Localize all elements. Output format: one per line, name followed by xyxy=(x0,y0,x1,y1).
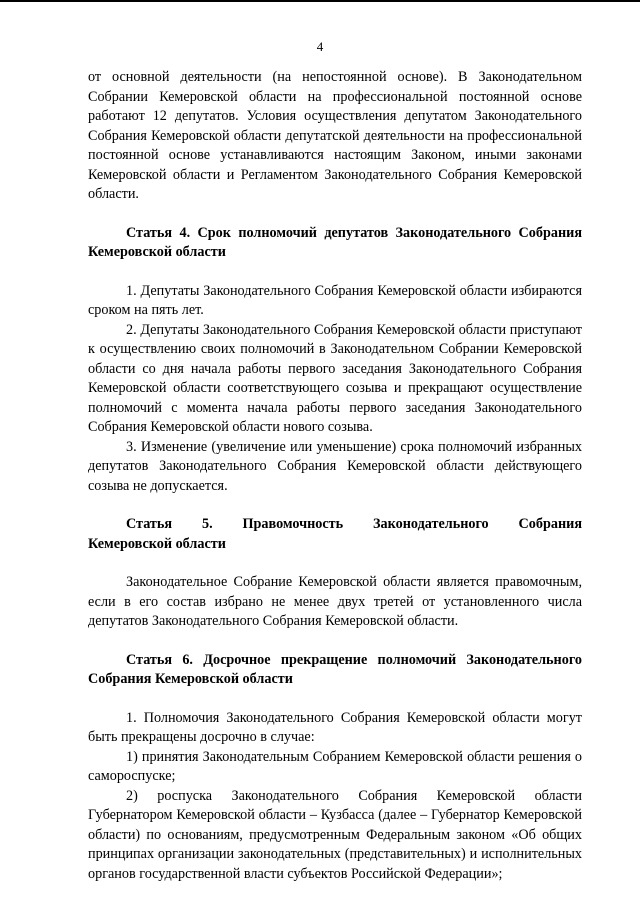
document-body xyxy=(88,68,582,884)
article-4-item-1: 1. Депутаты Законодательного Собрания Кемеровской области избираются сроком на пять лет. xyxy=(88,282,582,318)
article-6-heading xyxy=(88,651,582,690)
article-6-subitem-2: 2) роспуска Законодательного Собрания Кемеровской области Губернатором Кемеровской области – Кузбасса (далее – Губернатор Кемеровской области) по основаниям, предусмотренным Федеральным законом «Об общих принципах организации законодательных (представительных) и исполнительных органов государственной власти субъектов Российской Федерации»; xyxy=(88,787,582,882)
article-6-title-line2: Собрания Кемеровской области xyxy=(88,671,293,687)
article-6-item-1: 1. Полномочия Законодательного Собрания Кемеровской области могут быть прекращены досрочно в случае: xyxy=(88,709,582,745)
article-6-title-line1: Статья 6. Досрочное прекращение полномочий Законодательного xyxy=(126,651,582,668)
article-4-title-line2: Кемеровской области xyxy=(88,244,226,260)
page-number: 4 xyxy=(316,39,324,54)
article-5-title-line2: Кемеровской области xyxy=(88,535,226,552)
article-5-heading xyxy=(88,515,582,554)
article-4-item-3: 3. Изменение (увеличение или уменьшение) срока полномочий избранных депутатов Законодательного Собрания Кемеровской области действующего созыва не допускается. xyxy=(88,438,582,494)
article-4-heading xyxy=(88,224,582,263)
top-border-line xyxy=(0,0,640,2)
article-4-item-2: 2. Депутаты Законодательного Собрания Кемеровской области приступают к осуществлению своих полномочий в Законодательном Собрании Кемеровской области со дня начала работы первого заседания Законодательного Собрания Кемеровской области соответствующего созыва и прекращают осуществление полномочий с момента начала работы первого заседания Законодательного Собрания Кемеровской области нового созыва. xyxy=(88,321,582,435)
article-4-title-line1: Статья 4. Срок полномочий депутатов Законодательного Собрания xyxy=(126,224,582,241)
article-5-title-line1: Статья 5. Правомочность Законодательного Собрания xyxy=(126,516,582,532)
article-6-subitem-1: 1) принятия Законодательным Собранием Кемеровской области решения о самороспуске; xyxy=(88,748,582,784)
article-5-text: Законодательное Собрание Кемеровской области является правомочным, если в его состав избрано не менее двух третей от установленного числа депутатов Законодательного Собрания Кемеровской области. xyxy=(88,574,582,629)
intro-paragraph: от основной деятельности (на непостоянной основе). В Законодательном Собрании Кемеровской области на профессиональной постоянной основе работают 12 депутатов. Условия осуществления депутатом Законодательного Собрания Кемеровской области депутатской деятельности на профессиональной постоянной основе устанавливаются настоящим Законом, иными законами Кемеровской области и Регламентом Законодательного Собрания Кемеровской области. xyxy=(88,69,582,202)
